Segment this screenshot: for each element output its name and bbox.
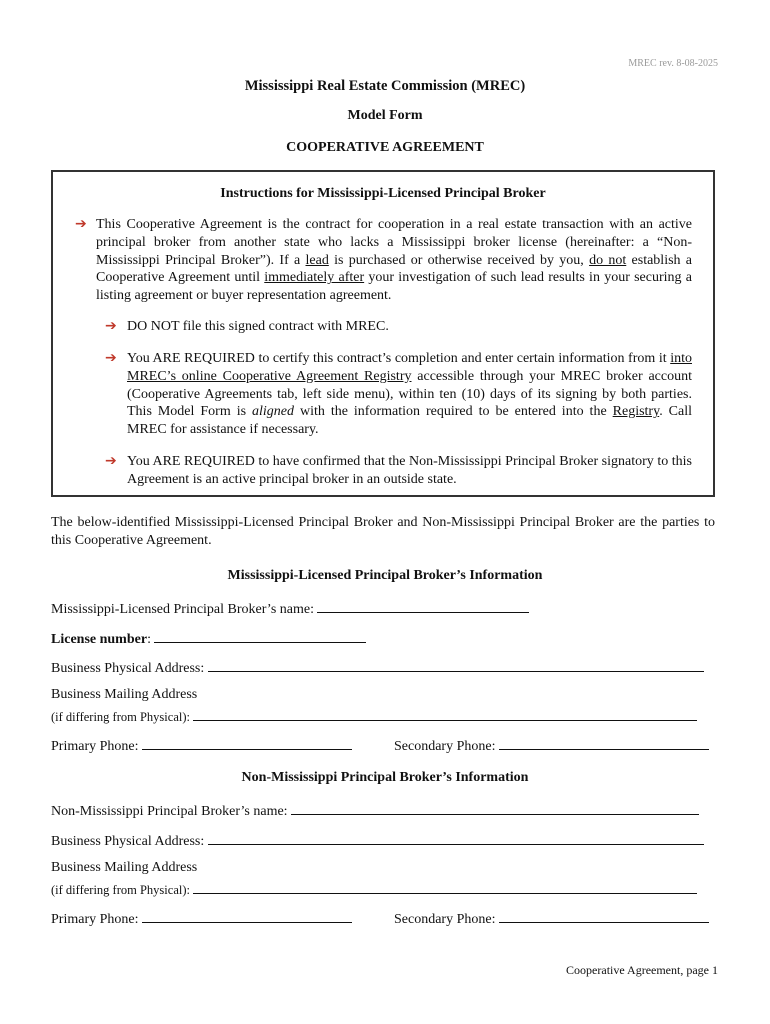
- ms-secondary-phone-field[interactable]: [499, 735, 709, 750]
- non-ms-broker-name-field[interactable]: [291, 800, 699, 815]
- non-ms-name-row: [51, 800, 699, 820]
- non-ms-mailing-row: [51, 879, 697, 899]
- form-name: COOPERATIVE AGREEMENT: [286, 140, 484, 155]
- license-number-label: License number: [51, 632, 148, 647]
- non-ms-secondary-label: Secondary Phone:: [394, 912, 496, 927]
- instruction-bullet-3: You ARE REQUIRED to certify this contract’s completion and enter certain information from it into MREC’s online Cooperative Agreement Registry accessible through your MREC broker account (Cooperative Agreements tab, left side menu), within ten (10) days of its signing by both parties. This Model Form is aligned with the information required to be entered into the Registry. Call MREC for assistance if necessary.: [127, 351, 692, 438]
- non-ms-primary-label: Primary Phone:: [51, 912, 139, 927]
- instruction-bullet-1: This Cooperative Agreement is the contract for cooperation in a real estate transaction with an active principal broker from another state who lacks a Mississippi broker license (hereinafter: a “Non-Mississippi Principal Broker”). If a lead is purchased or otherwise received by you, do not establish a Cooperative Agreement until immediately after your investigation of such lead results in your securing a listing agreement or buyer representation agreement.: [96, 217, 693, 304]
- revision-label: MREC rev. 8-08-2025: [628, 58, 718, 69]
- arrow-right-icon: ➔: [105, 318, 117, 334]
- ms-mailing-row: [51, 706, 697, 726]
- ms-secondary-label: Secondary Phone:: [394, 739, 496, 754]
- ms-physical-address-field[interactable]: [208, 657, 704, 672]
- arrow-right-icon: ➔: [105, 453, 117, 469]
- arrow-right-icon: ➔: [75, 216, 87, 232]
- non-ms-secondary-phone-field[interactable]: [499, 908, 709, 923]
- non-ms-mailing-label: Business Mailing Address: [51, 860, 198, 875]
- instruction-bullet-2: DO NOT file this signed contract with MREC.: [127, 319, 389, 334]
- non-ms-physical-row: [51, 830, 704, 850]
- ms-broker-heading: Mississippi-Licensed Principal Broker’s Information: [227, 568, 543, 583]
- ms-secondary-row: [394, 735, 709, 755]
- commission-title: Mississippi Real Estate Commission (MREC): [244, 78, 526, 94]
- non-ms-broker-heading: Non-Mississippi Principal Broker’s Information: [241, 770, 529, 785]
- ms-primary-label: Primary Phone:: [51, 739, 139, 754]
- ms-primary-phone-field[interactable]: [142, 735, 352, 750]
- instruction-bullet-4: You ARE REQUIRED to have confirmed that the Non-Mississippi Principal Broker signatory to this Agreement is an active principal broker in an outside state.: [127, 454, 692, 487]
- license-number-field[interactable]: [154, 628, 366, 643]
- arrow-right-icon: ➔: [105, 350, 117, 366]
- non-ms-physical-label: Business Physical Address:: [51, 834, 205, 849]
- instructions-box: [51, 170, 715, 497]
- non-ms-secondary-row: [394, 908, 709, 928]
- non-ms-mailing-address-field[interactable]: [193, 879, 697, 894]
- non-ms-name-label: Non-Mississippi Principal Broker’s name:: [51, 804, 288, 819]
- ms-broker-name-label: Mississippi-Licensed Principal Broker’s name:: [51, 602, 314, 617]
- ms-physical-row: [51, 657, 704, 677]
- non-ms-primary-row: [51, 908, 352, 928]
- intro-paragraph: The below-identified Mississippi-Licensed Principal Broker and Non-Mississippi Principal Broker are the parties to this Cooperative Agreement.: [51, 515, 715, 548]
- page-footer: Cooperative Agreement, page 1: [566, 963, 718, 977]
- non-ms-physical-address-field[interactable]: [208, 830, 704, 845]
- ms-mailing-sub-label: (if differing from Physical):: [51, 710, 190, 724]
- model-form-subtitle: Model Form: [347, 108, 423, 123]
- ms-broker-name-field[interactable]: [317, 598, 529, 613]
- ms-primary-row: [51, 735, 352, 755]
- non-ms-mailing-sub-label: (if differing from Physical):: [51, 883, 190, 897]
- ms-license-row: License number:: [51, 628, 366, 648]
- ms-mailing-address-field[interactable]: [193, 706, 697, 721]
- ms-physical-label: Business Physical Address:: [51, 661, 205, 676]
- ms-mailing-label: Business Mailing Address: [51, 687, 198, 702]
- ms-broker-name-row: [51, 598, 529, 618]
- non-ms-primary-phone-field[interactable]: [142, 908, 352, 923]
- instructions-title: Instructions for Mississippi-Licensed Principal Broker: [220, 186, 546, 201]
